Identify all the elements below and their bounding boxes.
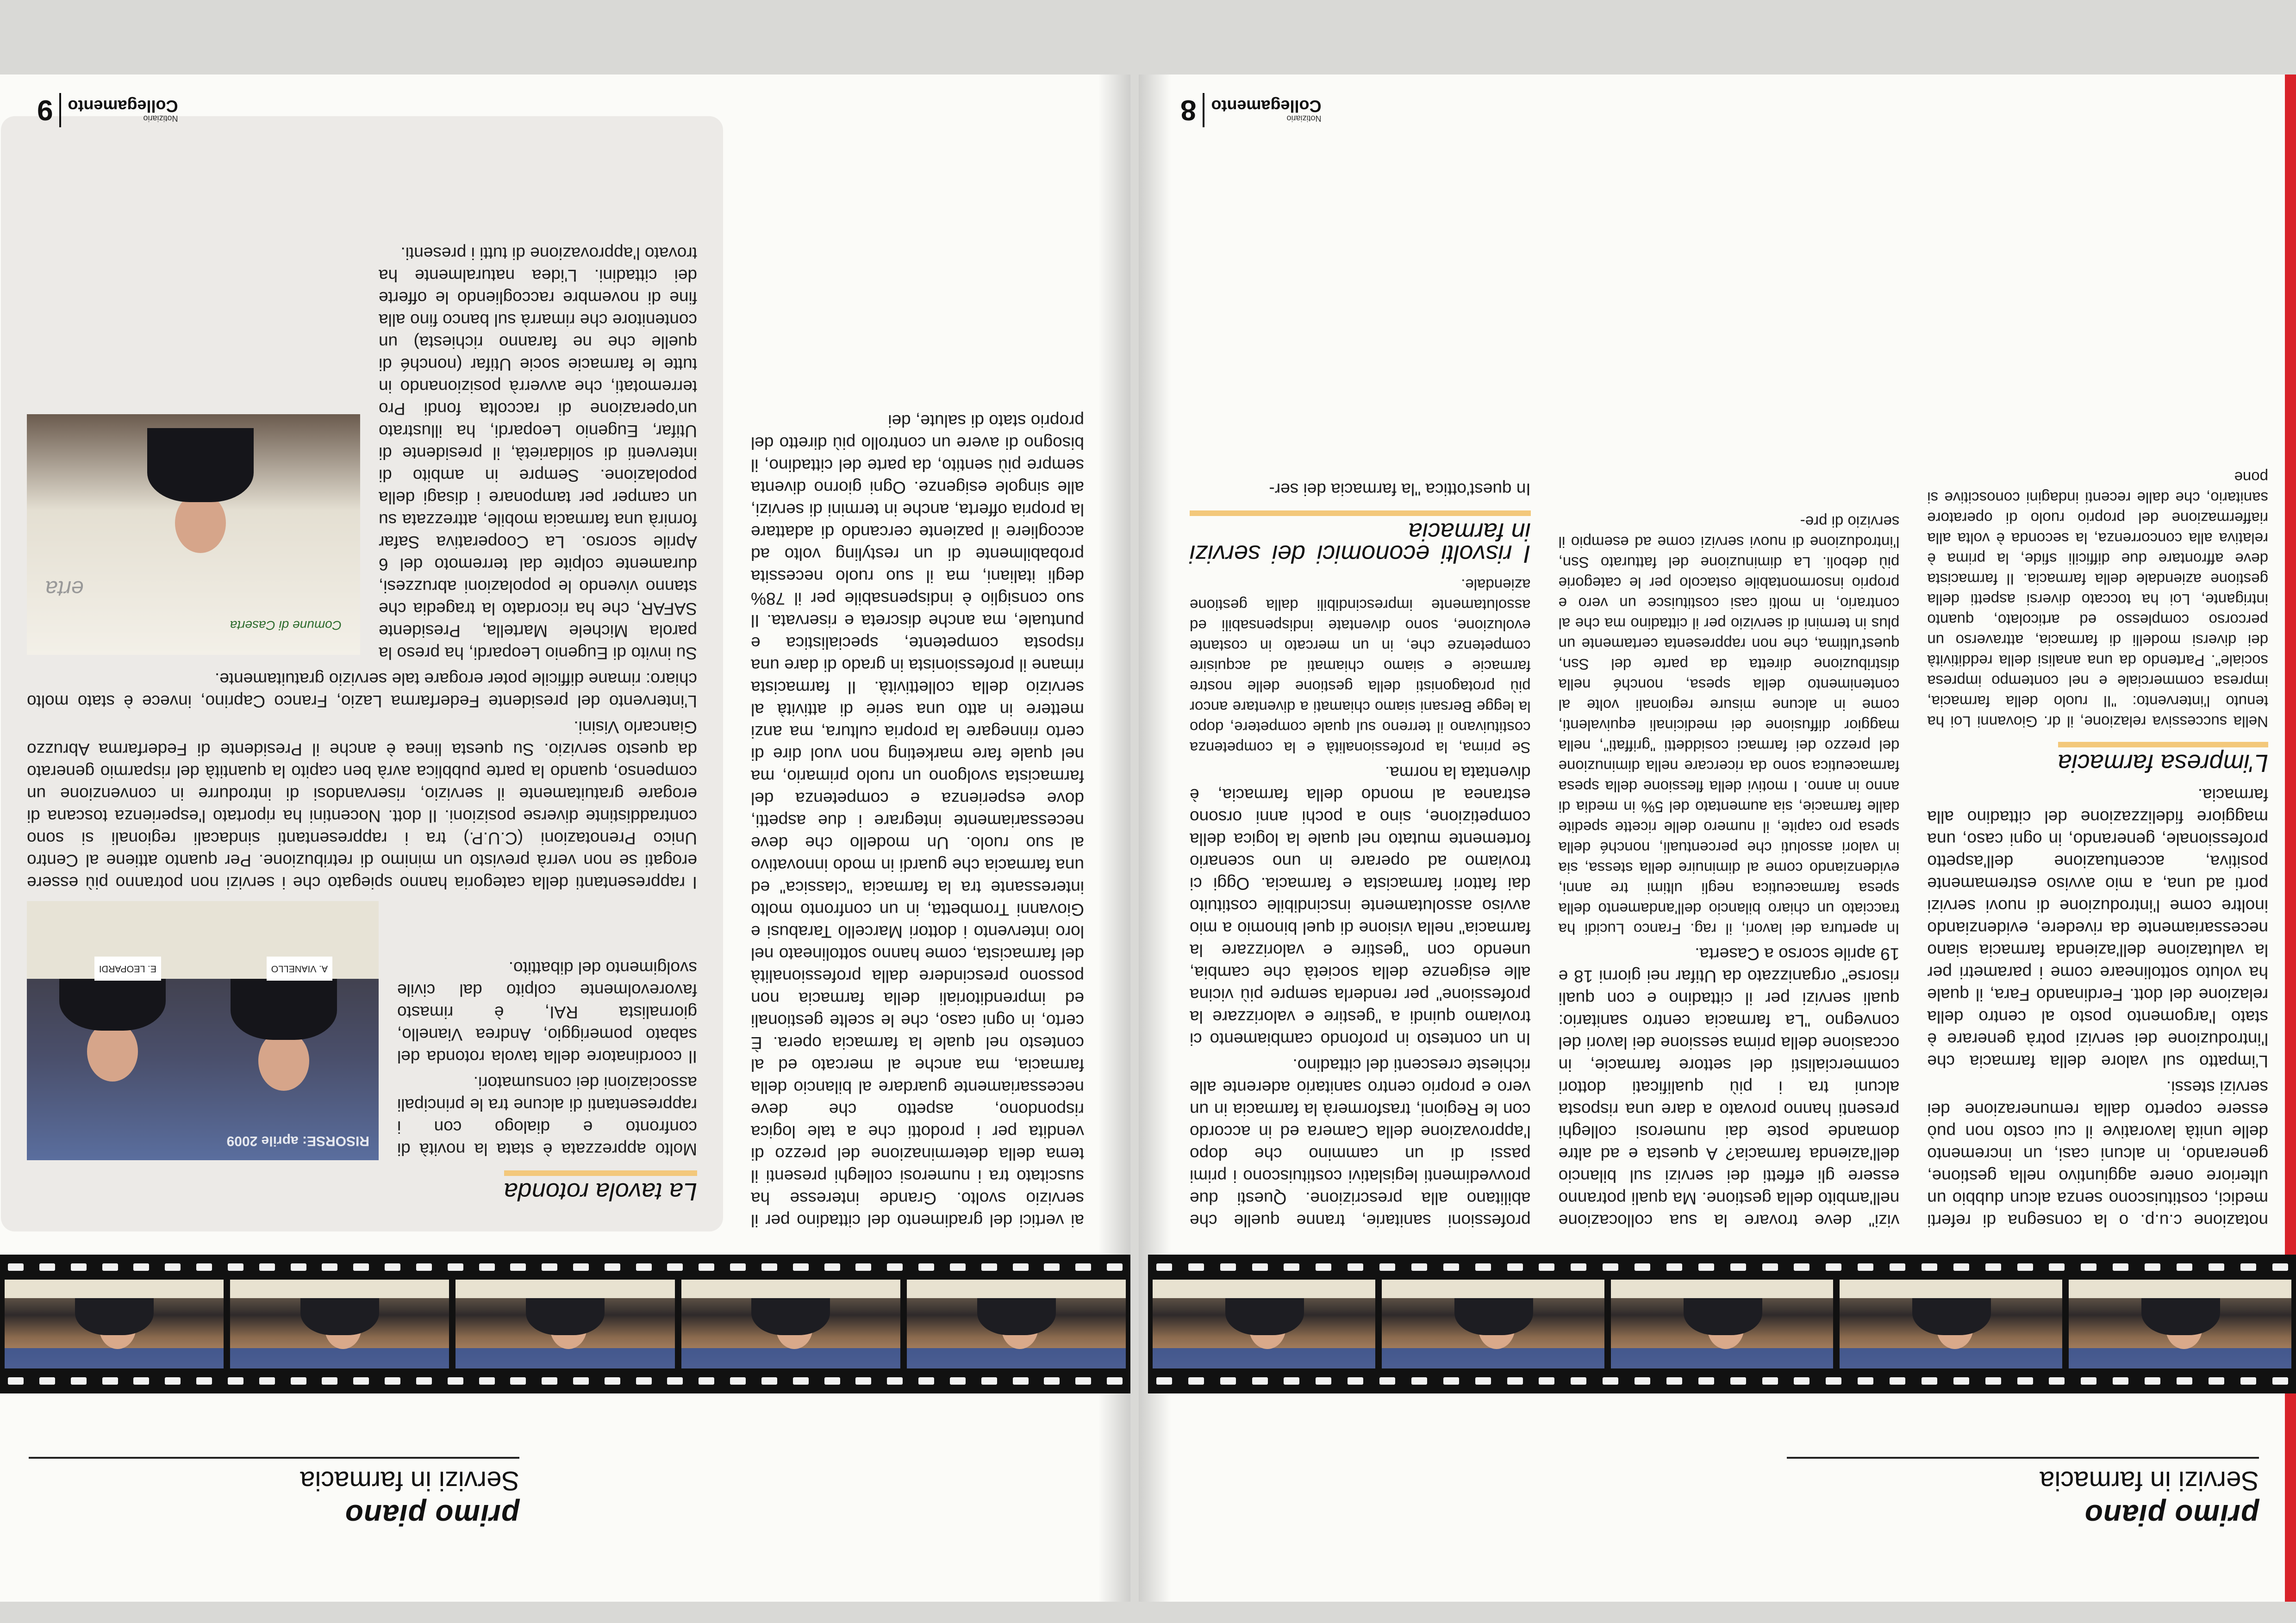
frame-banner bbox=[2069, 1348, 2291, 1368]
film-perforation bbox=[1698, 1263, 1714, 1271]
film-perforation bbox=[1075, 1263, 1091, 1271]
brand-small: Notiziario bbox=[143, 114, 178, 123]
film-perforation bbox=[196, 1263, 212, 1271]
film-frame-photo bbox=[230, 1280, 449, 1368]
article-columns bbox=[1190, 125, 2268, 1231]
film-perforation bbox=[605, 1377, 620, 1385]
film-perforation bbox=[2272, 1263, 2288, 1271]
article-column-1 bbox=[1927, 125, 2268, 1231]
speaker-photo bbox=[27, 414, 360, 655]
film-perforation bbox=[793, 1263, 809, 1271]
film-perforation bbox=[165, 1377, 181, 1385]
film-perforations bbox=[1148, 1375, 2296, 1387]
page-folio bbox=[1180, 93, 1322, 127]
film-perforation bbox=[950, 1377, 966, 1385]
film-perforation bbox=[416, 1377, 432, 1385]
photo-banner-text: RISORSE: aprile 2009 bbox=[226, 1133, 369, 1149]
film-perforation bbox=[1985, 1263, 2001, 1271]
page-number: 9 bbox=[37, 94, 53, 126]
film-perforation bbox=[918, 1377, 934, 1385]
film-perforation bbox=[165, 1263, 181, 1271]
subheading: I risvolti economici dei servizi in farmacia bbox=[1190, 510, 1531, 568]
paragraph: I rappresentanti della categoria hanno spiegato che i servizi non potranno più essere erogati se non verrà previsto un minimo di retribuzione. Per quanto attiene al Centro Unico Prenotazioni (C.U.P.) tra i rappresentanti sindacali regionali si sono contraddistinte diverse posizioni. Il dott. Nocentini ha riportato l'esperienza toscana di erogare gratuitamente il servizio, riservandosi di introdurre in convenzione un compenso, quando la parte pubblica avrà ben capito la quantità del risparmio generato da questo servizio. Su questa linea è anche il Presidente di Federfarma Abruzzo Giancarlo Visini. bbox=[27, 718, 697, 892]
paragraph: In quest'ottica "la farmacia dei ser- bbox=[1269, 480, 1531, 499]
header-rule bbox=[29, 1457, 519, 1459]
film-perforation bbox=[1252, 1377, 1268, 1385]
film-perforation bbox=[2145, 1263, 2160, 1271]
film-perforation bbox=[39, 1263, 55, 1271]
film-perforation bbox=[542, 1377, 557, 1385]
film-perforation bbox=[1539, 1263, 1554, 1271]
film-perforation bbox=[950, 1263, 966, 1271]
film-perforation bbox=[1922, 1377, 1937, 1385]
box-intro bbox=[397, 901, 697, 1160]
film-perforation bbox=[2209, 1263, 2224, 1271]
film-perforation bbox=[1858, 1377, 1873, 1385]
film-perforation bbox=[259, 1377, 275, 1385]
film-perforation bbox=[2177, 1377, 2192, 1385]
film-perforation bbox=[353, 1263, 369, 1271]
film-frame-photo bbox=[1611, 1280, 1834, 1368]
article-column-3 bbox=[1190, 125, 1531, 1231]
paragraph: In apertura dei lavori, il rag. Franco Lucidi ha tracciato un chiaro bilancio dell'andamento della spesa farmaceutica negli ultimi tre anni, evidenziando come al diminuire della stessa, sia in valori assoluti che percentuali, nonché della spesa pro capite, il numero delle ricette spedite dalle farmacie, sia aumentato del 5% in media di anno in anno. I motivi della flessione della spesa farmaceutica sono da ricercare nella diminuzione del prezzo dei farmaci cosiddetti "griffati", nella maggior diffusione dei medicinali equivalenti, come in alcune misure regionali volte al contenimento della spesa, nonché nella distribuzione diretta da parte del Ssn, quest'ultima, che non rappresenta certamente un plus in termini di servizio per il cittadino ma che al contrario, in molti casi costituisce un vero e proprio insormontabile ostacolo per le categorie più deboli. La diminuzione del fatturato Ssn, l'introduzione di nuovi servizi come ad esempio il servizio di pre- bbox=[1558, 513, 1900, 938]
frame-banner bbox=[5, 1348, 224, 1368]
film-perforation bbox=[824, 1263, 840, 1271]
film-perforation bbox=[39, 1377, 55, 1385]
film-perforation bbox=[1316, 1377, 1331, 1385]
film-perforations bbox=[1148, 1261, 2296, 1273]
film-perforation bbox=[636, 1263, 652, 1271]
sidebar-box bbox=[1, 116, 723, 1231]
film-perforation bbox=[887, 1377, 903, 1385]
box-bottom bbox=[27, 242, 697, 664]
brand-small: Notiziario bbox=[1286, 114, 1322, 123]
film-perforation bbox=[2113, 1377, 2128, 1385]
frame-banner bbox=[1611, 1348, 1834, 1368]
film-frame-photo bbox=[1840, 1280, 2062, 1368]
photo-banner-text: erta bbox=[45, 576, 84, 601]
film-perforation bbox=[1379, 1263, 1395, 1271]
frame-desk bbox=[1840, 1280, 2062, 1298]
film-perforation bbox=[918, 1263, 934, 1271]
magazine-brand bbox=[1211, 98, 1321, 123]
name-plate: A. VIANELLO bbox=[267, 957, 332, 981]
film-perforation bbox=[510, 1377, 526, 1385]
film-perforation bbox=[1044, 1263, 1060, 1271]
section-title: primo piano bbox=[344, 1499, 519, 1532]
film-perforation bbox=[1794, 1263, 1809, 1271]
frame-banner bbox=[907, 1348, 1126, 1368]
film-perforation bbox=[855, 1377, 871, 1385]
film-perforation bbox=[1411, 1263, 1427, 1271]
film-perforation bbox=[1571, 1263, 1586, 1271]
page-8 bbox=[1139, 75, 2296, 1602]
film-perforation bbox=[1411, 1377, 1427, 1385]
frame-banner bbox=[455, 1348, 674, 1368]
film-perforation bbox=[1107, 1377, 1123, 1385]
film-perforation bbox=[1284, 1377, 1299, 1385]
film-perforation bbox=[2240, 1263, 2256, 1271]
frame-desk bbox=[1153, 1280, 1375, 1298]
film-frame-photo bbox=[455, 1280, 674, 1368]
film-frame-photo bbox=[1382, 1280, 1604, 1368]
film-perforation bbox=[1762, 1263, 1778, 1271]
film-perforation bbox=[2049, 1377, 2065, 1385]
frame-desk bbox=[681, 1280, 900, 1298]
film-perforation bbox=[1635, 1377, 1650, 1385]
frame-banner bbox=[1153, 1348, 1375, 1368]
film-perforation bbox=[981, 1263, 997, 1271]
film-perforations bbox=[0, 1261, 1130, 1273]
film-perforation bbox=[2177, 1263, 2192, 1271]
film-perforation bbox=[730, 1263, 746, 1271]
frame-banner bbox=[230, 1348, 449, 1368]
film-perforation bbox=[761, 1377, 777, 1385]
film-perforation bbox=[1762, 1377, 1778, 1385]
filmstrip bbox=[0, 1255, 1130, 1393]
folio-divider bbox=[59, 93, 61, 127]
film-perforation bbox=[2081, 1263, 2096, 1271]
article-columns bbox=[751, 125, 1084, 1231]
film-perforation bbox=[1188, 1377, 1204, 1385]
film-perforation bbox=[479, 1377, 495, 1385]
film-perforation bbox=[291, 1263, 306, 1271]
film-perforation bbox=[1890, 1377, 1905, 1385]
film-perforation bbox=[1507, 1263, 1523, 1271]
film-perforation bbox=[1156, 1263, 1172, 1271]
film-perforation bbox=[2017, 1263, 2033, 1271]
film-perforation bbox=[605, 1263, 620, 1271]
film-frame-photo bbox=[2069, 1280, 2291, 1368]
film-perforation bbox=[1922, 1263, 1937, 1271]
paragraph: L'intervento del presidente Federfarma Lazio, Franco Caprino, invece è stato molto chiaro: rimane difficile poter erogare tale servizio gratuitamente. bbox=[27, 670, 697, 711]
header-rule bbox=[1787, 1457, 2259, 1459]
film-perforation bbox=[416, 1263, 432, 1271]
film-perforation bbox=[322, 1263, 337, 1271]
frame-desk bbox=[455, 1280, 674, 1298]
paragraph: In un contesto in profondo cambiamento ci troviamo quindi a "gestire e valorizzare la professione" per renderla sempre più vicina alle esigenze della società che cambia, unendo con "gestire e valorizzare la farmacia" nella visione di quel binomio a mio avviso assolutamente inscindibile costituito dai fattori farmacista e farmacia. Oggi ci troviamo ad operare in uno scenario fortemente mutato nel quale la logica della competizione, sino a pochi anni orsono estranea al mondo della farmacia, è diventata la norma. bbox=[1189, 763, 1531, 1049]
film-perforation bbox=[1953, 1263, 1969, 1271]
film-perforation bbox=[699, 1263, 714, 1271]
film-perforation bbox=[1220, 1377, 1236, 1385]
film-perforation bbox=[1044, 1377, 1060, 1385]
film-perforation bbox=[2113, 1263, 2128, 1271]
film-perforation bbox=[8, 1377, 24, 1385]
film-perforation bbox=[1635, 1263, 1650, 1271]
film-perforation bbox=[1953, 1377, 1969, 1385]
film-perforation bbox=[1666, 1263, 1682, 1271]
film-perforation bbox=[2272, 1377, 2288, 1385]
film-perforation bbox=[1890, 1263, 1905, 1271]
film-perforation bbox=[510, 1263, 526, 1271]
film-perforation bbox=[71, 1377, 87, 1385]
film-perforation bbox=[1730, 1263, 1746, 1271]
section-title: primo piano bbox=[2084, 1499, 2259, 1532]
film-perforation bbox=[1316, 1263, 1331, 1271]
film-perforation bbox=[2081, 1377, 2096, 1385]
film-perforation bbox=[1826, 1263, 1841, 1271]
film-perforation bbox=[1539, 1377, 1554, 1385]
paragraph: Molto apprezzata è stata la novità di confronto e dialogo con i rappresentanti di alcune tra le principali associazioni dei consumatori. bbox=[397, 1073, 697, 1159]
frame-banner bbox=[1840, 1348, 2062, 1368]
roundtable-photo bbox=[27, 901, 379, 1160]
frame-desk bbox=[907, 1280, 1126, 1298]
page-number: 8 bbox=[1180, 94, 1197, 126]
subheading: L'impresa farmacia bbox=[2058, 742, 2268, 777]
film-perforation bbox=[573, 1377, 589, 1385]
film-perforation bbox=[385, 1377, 400, 1385]
film-perforation bbox=[636, 1377, 652, 1385]
frame-desk bbox=[230, 1280, 449, 1298]
film-perforation bbox=[259, 1263, 275, 1271]
film-perforation bbox=[2049, 1263, 2065, 1271]
page-folio bbox=[37, 93, 178, 127]
paragraph: vizi" deve trovare la sua collocazione nell'ambito della gestione. Ma quali potranno essere gli effetti dei servizi sul bilancio dell'azienda farmacia? A questa e ad altre domande poste dai numerosi colleghi presenti hanno provato a dare una risposta alcuni tra i più qualificati dottori commercialisti del settore farmacie, in occasione della prima sessione dei lavori del convegno "La farmacia centro sanitario: quali servizi per il cittadino e con quali risorse" organizzato da Utifar nei giorni 18 e 19 aprile scorso a Caserta. bbox=[1558, 945, 1900, 1230]
film-perforation bbox=[1107, 1263, 1123, 1271]
film-frames bbox=[1153, 1280, 2291, 1368]
paragraph: Nella successiva relazione, il dr. Giovanni Loi ha tenuto l'intervento: "Il ruolo della farmacia, impresa commerciale e nel contempo impresa sociale". Partendo da una analisi della redditività dei diversi modelli di farmacia, attraverso un percorso complesso ed articolato, quanto intrigante, Loi ha toccato diversi aspetti della gestione aziendale della farmacia. Il farmacista deve affrontare due difficili sfide, la prima è relativa alla concorrenza, la seconda è volta alla riaffermazione del proprio ruolo di operatore sanitario, che dalle recenti indagini conoscitive si pone bbox=[1927, 469, 2268, 730]
film-perforation bbox=[1348, 1263, 1363, 1271]
film-perforation bbox=[133, 1377, 149, 1385]
film-perforation bbox=[102, 1263, 118, 1271]
frame-desk bbox=[1382, 1280, 1604, 1298]
film-perforation bbox=[196, 1377, 212, 1385]
person-body bbox=[147, 428, 254, 502]
film-perforation bbox=[1826, 1377, 1841, 1385]
film-perforation bbox=[228, 1377, 243, 1385]
film-perforation bbox=[1794, 1377, 1809, 1385]
film-perforation bbox=[1156, 1377, 1172, 1385]
frame-desk bbox=[5, 1280, 224, 1298]
film-perforation bbox=[1985, 1377, 2001, 1385]
film-perforation bbox=[1571, 1377, 1586, 1385]
film-perforation bbox=[448, 1263, 463, 1271]
film-frame-photo bbox=[5, 1280, 224, 1368]
film-frame-photo bbox=[907, 1280, 1126, 1368]
film-perforation bbox=[353, 1377, 369, 1385]
film-perforation bbox=[761, 1263, 777, 1271]
film-perforation bbox=[668, 1377, 683, 1385]
film-perforation bbox=[1013, 1263, 1029, 1271]
film-perforation bbox=[448, 1377, 463, 1385]
paragraph: notazione c.u.p. o la consegna di referti medici, costituiscono senza alcun dubbio un ulteriore onere aggiuntivo nella gestione, generando, in alcuni casi, un incremento delle unità lavorative il cui costo non può essere coperto dalla remunerazione dei servizi stessi. bbox=[1927, 1078, 2268, 1230]
film-perforation bbox=[385, 1263, 400, 1271]
film-perforation bbox=[1698, 1377, 1714, 1385]
article-column-1 bbox=[751, 125, 1084, 1231]
film-perforation bbox=[824, 1377, 840, 1385]
film-perforation bbox=[1507, 1377, 1523, 1385]
folio-divider bbox=[1203, 93, 1204, 127]
frame-desk bbox=[1611, 1280, 1834, 1298]
film-perforation bbox=[1475, 1263, 1491, 1271]
paragraph: L'impatto sul valore della farmacia che l'introduzione dei servizi potrà generare è stato l'argomento posto al centro della relazione del dott. Ferdinando Fara, il quale ha voluto sottolineare come i parametri per la valutazione dell'azienda farmacia siano necessariamente da rivedere, evidenziando inoltre come l'introduzione di nuovi servizi porti ad una, a mio avviso estremamente positiva, accentuazione dell'aspetto professionale, generando, in ogni caso, una maggiore fidelizzazione del cittadino alla farmacia. bbox=[1927, 785, 2268, 1071]
box-top bbox=[27, 901, 697, 1160]
frame-banner bbox=[1382, 1348, 1604, 1368]
article-column-2 bbox=[1559, 125, 1900, 1231]
section-subtitle: Servizi in farmacia bbox=[300, 1466, 519, 1496]
section-header bbox=[1787, 1457, 2259, 1532]
film-perforation bbox=[1603, 1263, 1618, 1271]
film-perforation bbox=[1013, 1377, 1029, 1385]
paragraph: ai vertici del gradimento del cittadino per il servizio svolto. Grande interesse ha suscitato tra i numerosi colleghi presenti il tema della determinazione del prezzo di vendita per i prodotti che a tale logica rispondono, aspetto che deve necessariamente guardare al bilancio della farmacia, ma anche al mercato ed al contesto nel quale la farmacia opera. È certo, in ogni caso, che le scelte gestionali ed imprenditoriali della farmacia non possono prescindere dalla professionalità del farmacista, come hanno sottolineato nel loro intervento i dottori Marcello Tarabusi e Giovanni Trombetta, in un confronto molto interessante tra la farmacia "classica" ed una farmacia che guardi in modo innovativo al suo ruolo. Un modello che deve necessariamente integrare i due aspetti, dove esperienza e competenza del farmacista svolgono un ruolo primario, ma nel quale fare marketing non vuol dire di certo rinnegare la propria cultura, ma anzi mettere in atto una serie di attività al servizio della collettività. Il farmacista rimane il professionista in grado di dare una risposta competente, specialistica e puntuale, ma anche discreta e riservata. Il suo consiglio è indispensabile per il 78% degli italiani, ma il suo ruolo necessita probabilmente di un restyling volto ad accogliere il paziente cercando di adattare la propria offerta, anche in termini di servizi, alle singole esigenze. Ogni giorno diventa sempre più sentito, da parte del cittadino, il bisogno di avere un controllo più diretto del proprio stato di salute, dei bbox=[751, 411, 1084, 1230]
film-perforation bbox=[2240, 1377, 2256, 1385]
film-perforation bbox=[133, 1263, 149, 1271]
film-perforation bbox=[855, 1263, 871, 1271]
magazine-brand bbox=[68, 98, 178, 123]
film-perforation bbox=[542, 1263, 557, 1271]
film-perforation bbox=[1603, 1377, 1618, 1385]
paragraph: professioni sanitarie, tranne quelle che abilitano alla prescrizione. Questi due provvedimenti legislativi costituiscono i primi passi di un cammino che dopo l'approvazione della Camera ed in accordo con le Regioni, trasformerà la farmacia in un vero e proprio centro sanitario aderente alle richieste crescenti del cittadino. bbox=[1189, 1056, 1531, 1230]
film-perforations bbox=[0, 1375, 1130, 1387]
section-subtitle: Servizi in farmacia bbox=[2040, 1466, 2259, 1496]
paragraph: Il coordinatore della tavola rotonda del sabato pomeriggio, Andrea Vianello, giornalista RAI, è rimasto favorevolmente colpito dal civile svolgimento del dibattito. bbox=[397, 958, 697, 1066]
name-plate: E. LEOPARDI bbox=[94, 957, 161, 981]
film-perforation bbox=[1730, 1377, 1746, 1385]
film-perforation bbox=[1666, 1377, 1682, 1385]
photo-logo-text: Comune di Caserta bbox=[230, 618, 342, 633]
film-frames bbox=[5, 1280, 1126, 1368]
paragraph: Su invito di Eugenio Leopardi, ha preso la parola Michele Martella, Presidente SAFAR, che ha ricordato la tragedia che stanno vivendo le popolazioni abruzzesi, duramente colpite dal terremoto del 6 Aprile scorso. La Cooperativa Safar fornirà una farmacia mobile, attrezzata su un camper per tamponare i disagi della popolazione. Sempre in ambito di interventi di solidarietà, il presidente di Utifar, Eugenio Leopardi, ha illustrato un'operazione di raccolta fondi Pro terremotati, che avverrà posizionando in tutte le farmacie socie Utifar (nonché di quelle che ne faranno richiesta) un contenitore che rimarrà sul banco fino alla fine di novembre raccogliendo le offerte dei cittadini. L'idea naturalmente ha trovato l'approvazione di tutti i presenti. bbox=[379, 244, 697, 663]
film-perforation bbox=[102, 1377, 118, 1385]
film-perforation bbox=[228, 1263, 243, 1271]
film-frame-photo bbox=[681, 1280, 900, 1368]
film-perforation bbox=[2145, 1377, 2160, 1385]
film-perforation bbox=[1379, 1377, 1395, 1385]
frame-banner bbox=[681, 1348, 900, 1368]
box-heading: La tavola rotonda bbox=[504, 1170, 697, 1206]
film-perforation bbox=[887, 1263, 903, 1271]
film-frame-photo bbox=[1153, 1280, 1375, 1368]
film-perforation bbox=[981, 1377, 997, 1385]
frame-desk bbox=[2069, 1280, 2291, 1298]
film-perforation bbox=[322, 1377, 337, 1385]
film-perforation bbox=[2209, 1377, 2224, 1385]
section-header bbox=[29, 1457, 519, 1532]
film-perforation bbox=[1188, 1263, 1204, 1271]
film-perforation bbox=[1252, 1263, 1268, 1271]
film-perforation bbox=[730, 1377, 746, 1385]
film-perforation bbox=[1443, 1377, 1459, 1385]
film-perforation bbox=[479, 1263, 495, 1271]
film-perforation bbox=[699, 1377, 714, 1385]
film-perforation bbox=[1075, 1377, 1091, 1385]
film-perforation bbox=[1475, 1377, 1491, 1385]
film-perforation bbox=[668, 1263, 683, 1271]
film-perforation bbox=[1284, 1263, 1299, 1271]
film-perforation bbox=[1443, 1263, 1459, 1271]
paragraph: Se prima, la professionalità e la competenza costituivano il terreno sul quale competere, dopo la legge Bersani siamo chiamati a diventare ancor più protagonisti della gestione delle nostre farmacie e siamo chiamati ad acquisire competenze che, in un mercato in costante evoluzione, sono diventate indispensabili ed assolutamente imprescindibili dalla gestione aziendale. bbox=[1189, 576, 1531, 756]
film-perforation bbox=[291, 1377, 306, 1385]
film-perforation bbox=[1220, 1263, 1236, 1271]
film-perforation bbox=[573, 1263, 589, 1271]
brand-name: Collegamento bbox=[1211, 97, 1322, 116]
film-perforation bbox=[8, 1263, 24, 1271]
brand-name: Collegamento bbox=[68, 97, 178, 116]
film-perforation bbox=[1348, 1377, 1363, 1385]
film-perforation bbox=[2017, 1377, 2033, 1385]
film-perforation bbox=[1858, 1263, 1873, 1271]
film-perforation bbox=[793, 1377, 809, 1385]
page-9 bbox=[0, 75, 1130, 1602]
filmstrip bbox=[1148, 1255, 2296, 1393]
film-perforation bbox=[71, 1263, 87, 1271]
